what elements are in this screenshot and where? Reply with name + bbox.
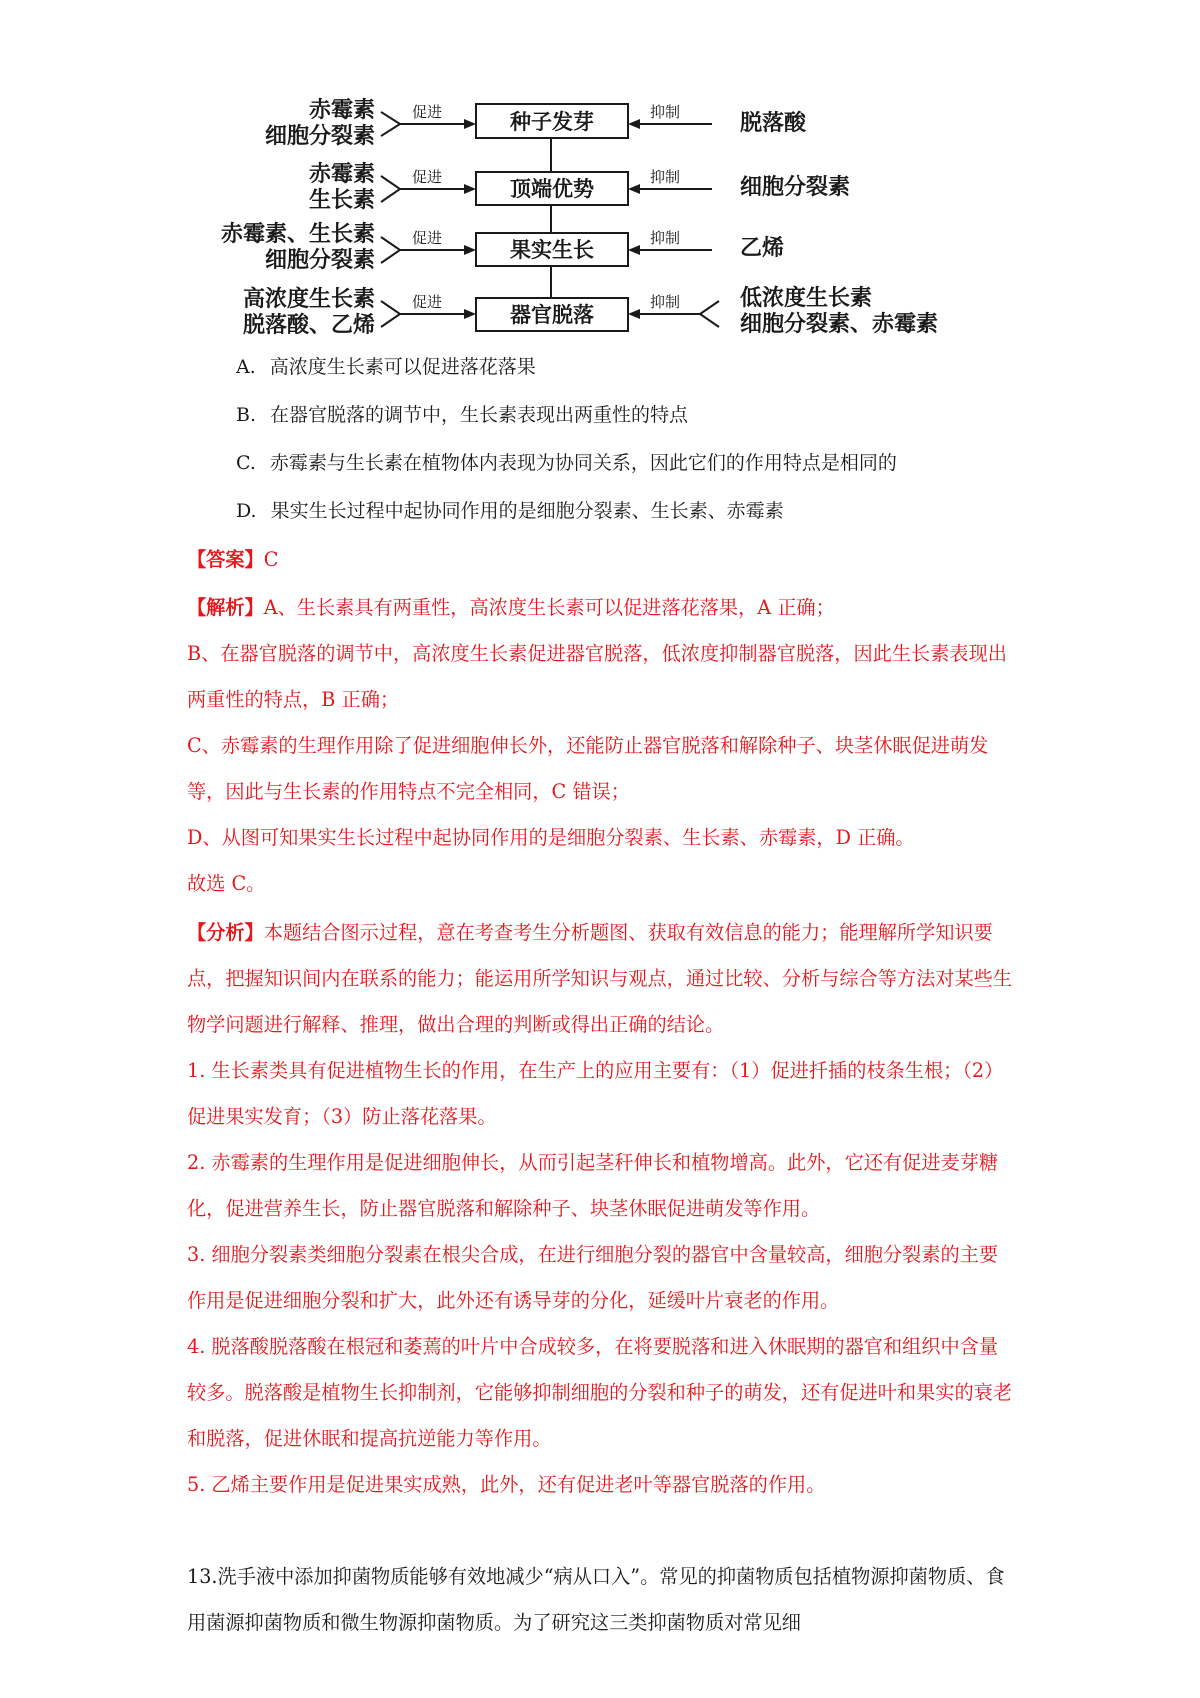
promote-annotation: 促进	[412, 168, 443, 186]
inhibitor-label: 脱落酸	[740, 110, 807, 136]
inhibit-annotation: 抑制	[650, 229, 681, 247]
fenxi-intro: 【分析】本题结合图示过程，意在考查考生分析题图、获取有效信息的能力；能理解所学知识要点，把握知识间内在联系的能力；能运用所学知识与观点，通过比较、分析与综合等方法对某些生物学问题进行解释、推理，做出合理的判断或得出正确的结论。	[187, 921, 1013, 1036]
analysis-line: C、赤霉素的生理作用除了促进细胞伸长外，还能防止器官脱落和解除种子、块茎休眠促进萌发等，因此与生长素的作用特点不完全相同，C 错误；	[187, 734, 989, 803]
hormone-regulation-diagram	[0, 0, 1200, 360]
answer-line	[187, 537, 1017, 583]
question-13: 13.洗手液中添加抑菌物质能够有效地减少“病从口入”。常见的抑菌物质包括植物源抑菌物质、食用菌源抑菌物质和微生物源抑菌物质。为了研究这三类抑菌物质对常见细	[187, 1565, 1005, 1634]
answer-label: 【答案】	[187, 548, 264, 571]
inhibit-annotation: 抑制	[650, 168, 681, 186]
promoter-label: 赤霉素	[308, 97, 375, 123]
process-label: 种子发芽	[510, 109, 594, 134]
promote-annotation: 促进	[412, 293, 443, 311]
fenxi-point: 4. 脱落酸脱落酸在根冠和萎蔫的叶片中合成较多，在将要脱落和进入休眠期的器官和组织中含量较多。脱落酸是植物生长抑制剂，它能够抑制细胞的分裂和种子的萌发，还有促进叶和果实的衰老和脱落，促进休眠和提高抗逆能力等作用。	[187, 1335, 1013, 1450]
analysis-block	[187, 585, 1017, 907]
inhibit-annotation: 抑制	[650, 293, 681, 311]
option-d	[236, 497, 784, 525]
option-text: 果实生长过程中起协同作用的是细胞分裂素、生长素、赤霉素	[270, 500, 784, 522]
analysis-line: 【解析】A、生长素具有两重性，高浓度生长素可以促进落花落果，A 正确；	[187, 596, 835, 619]
fenxi-point: 3. 细胞分裂素类细胞分裂素在根尖合成，在进行细胞分裂的器官中含量较高，细胞分裂素的主要作用是促进细胞分裂和扩大，此外还有诱导芽的分化，延缓叶片衰老的作用。	[187, 1243, 999, 1312]
option-letter: A.	[236, 356, 256, 378]
diagram-row-organ-abscission	[243, 285, 938, 338]
diagram-row-apical-dominance	[309, 161, 850, 213]
promoter-label: 赤霉素、生长素	[220, 221, 375, 247]
inhibitor-label: 低浓度生长素	[740, 285, 873, 311]
process-label: 果实生长	[510, 237, 594, 262]
option-letter: B.	[236, 404, 257, 426]
option-a	[236, 353, 536, 381]
fenxi-block	[187, 910, 1017, 1508]
option-letter: D.	[236, 500, 257, 522]
promoter-label: 细胞分裂素	[264, 247, 375, 273]
analysis-label: 【解析】	[187, 596, 264, 619]
answer-value: C	[263, 548, 279, 571]
promote-annotation: 促进	[412, 103, 443, 121]
option-c	[236, 449, 897, 477]
fenxi-point: 2. 赤霉素的生理作用是促进细胞伸长，从而引起茎秆伸长和植物增高。此外，它还有促进麦芽糖化，促进营养生长，防止器官脱落和解除种子、块茎休眠促进萌发等作用。	[187, 1151, 999, 1220]
analysis-line: B、在器官脱落的调节中，高浓度生长素促进器官脱落，低浓度抑制器官脱落，因此生长素表现出两重性的特点，B 正确；	[187, 642, 1007, 711]
promoter-label: 脱落酸、乙烯	[242, 312, 375, 338]
analysis-line: 故选 C。	[187, 872, 266, 895]
inhibitor-label: 细胞分裂素、赤霉素	[740, 311, 939, 337]
inhibitor-label: 乙烯	[740, 235, 785, 261]
promote-annotation: 促进	[412, 229, 443, 247]
process-label: 顶端优势	[510, 176, 594, 201]
promoter-label: 细胞分裂素	[264, 123, 375, 149]
option-letter: C.	[236, 452, 256, 474]
fenxi-point: 1. 生长素类具有促进植物生长的作用，在生产上的应用主要有：（1）促进扦插的枝条生根；（2）促进果实发育；（3）防止落花落果。	[187, 1059, 1004, 1128]
option-text: 赤霉素与生长素在植物体内表现为协同关系，因此它们的作用特点是相同的	[269, 452, 897, 474]
inhibitor-label: 细胞分裂素	[740, 174, 851, 200]
option-text: 在器官脱落的调节中，生长素表现出两重性的特点	[270, 404, 689, 426]
diagram-row-fruit-growth	[221, 221, 784, 273]
option-b	[236, 401, 688, 429]
fenxi-point: 5. 乙烯主要作用是促进果实成熟，此外，还有促进老叶等器官脱落的作用。	[187, 1473, 826, 1496]
diagram-row-seed-germination	[265, 97, 807, 149]
inhibit-annotation: 抑制	[650, 103, 681, 121]
process-label: 器官脱落	[510, 302, 594, 327]
promoter-label: 赤霉素	[308, 161, 375, 187]
fenxi-label: 【分析】	[187, 921, 264, 944]
option-text: 高浓度生长素可以促进落花落果	[269, 356, 536, 378]
promoter-label: 生长素	[308, 187, 375, 213]
analysis-line: D、从图可知果实生长过程中起协同作用的是细胞分裂素、生长素、赤霉素，D 正确。	[187, 826, 915, 849]
promoter-label: 高浓度生长素	[242, 286, 375, 312]
